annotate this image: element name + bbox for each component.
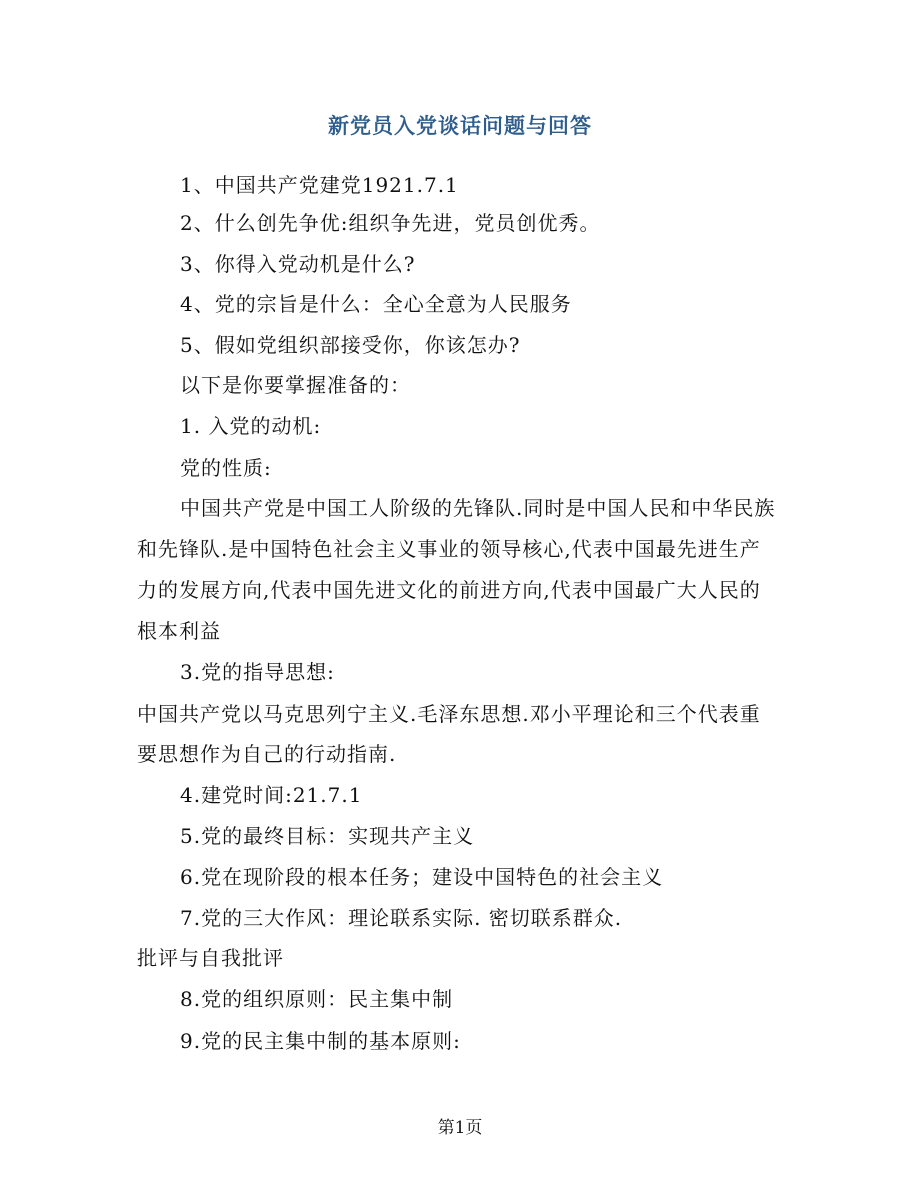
text-line: 7.党的三大作风：理论联系实际. 密切联系群众. — [180, 906, 623, 930]
text-line: 9.党的民主集中制的基本原则: — [180, 1029, 461, 1053]
document-title: 新党员入党谈话问题与回答 — [328, 113, 592, 138]
text-line: 5、假如党组织部接受你，你该怎办? — [180, 333, 521, 357]
text-line: 中国共产党以马克思列宁主义.毛泽东思想.邓小平理论和三个代表重 — [137, 702, 761, 726]
text-line: 1、中国共产党建党1921.7.1 — [180, 173, 459, 197]
text-line: 中国共产党是中国工人阶级的先锋队.同时是中国人民和中华民族 — [180, 496, 776, 520]
text-line: 以下是你要掌握准备的： — [180, 373, 411, 397]
text-line: 党的性质: — [180, 456, 272, 480]
text-line: 要思想作为自己的行动指南. — [137, 742, 397, 766]
text-line: 6.党在现阶段的根本任务；建设中国特色的社会主义 — [180, 865, 664, 889]
text-line: 8.党的组织原则：民主集中制 — [180, 987, 454, 1011]
text-line: 2、什么创先争优:组织争先进，党员创优秀。 — [180, 211, 601, 235]
text-line: 和先锋队.是中国特色社会主义事业的领导核心,代表中国最先进生产 — [137, 537, 761, 561]
text-line: 根本利益 — [137, 619, 221, 643]
text-line: 4.建党时间:21.7.1 — [180, 783, 363, 807]
text-line: 4、党的宗旨是什么：全心全意为人民服务 — [180, 292, 572, 316]
text-line: 1. 入党的动机: — [180, 414, 322, 438]
text-line: 5.党的最终目标：实现共产主义 — [180, 824, 475, 848]
text-line: 批评与自我批评 — [137, 946, 284, 970]
text-line: 力的发展方向,代表中国先进文化的前进方向,代表中国最广大人民的 — [137, 578, 761, 602]
text-line: 3、你得入党动机是什么? — [180, 252, 416, 276]
page-number: 第1页 — [437, 1118, 483, 1138]
text-line: 3.党的指导思想: — [180, 660, 335, 684]
